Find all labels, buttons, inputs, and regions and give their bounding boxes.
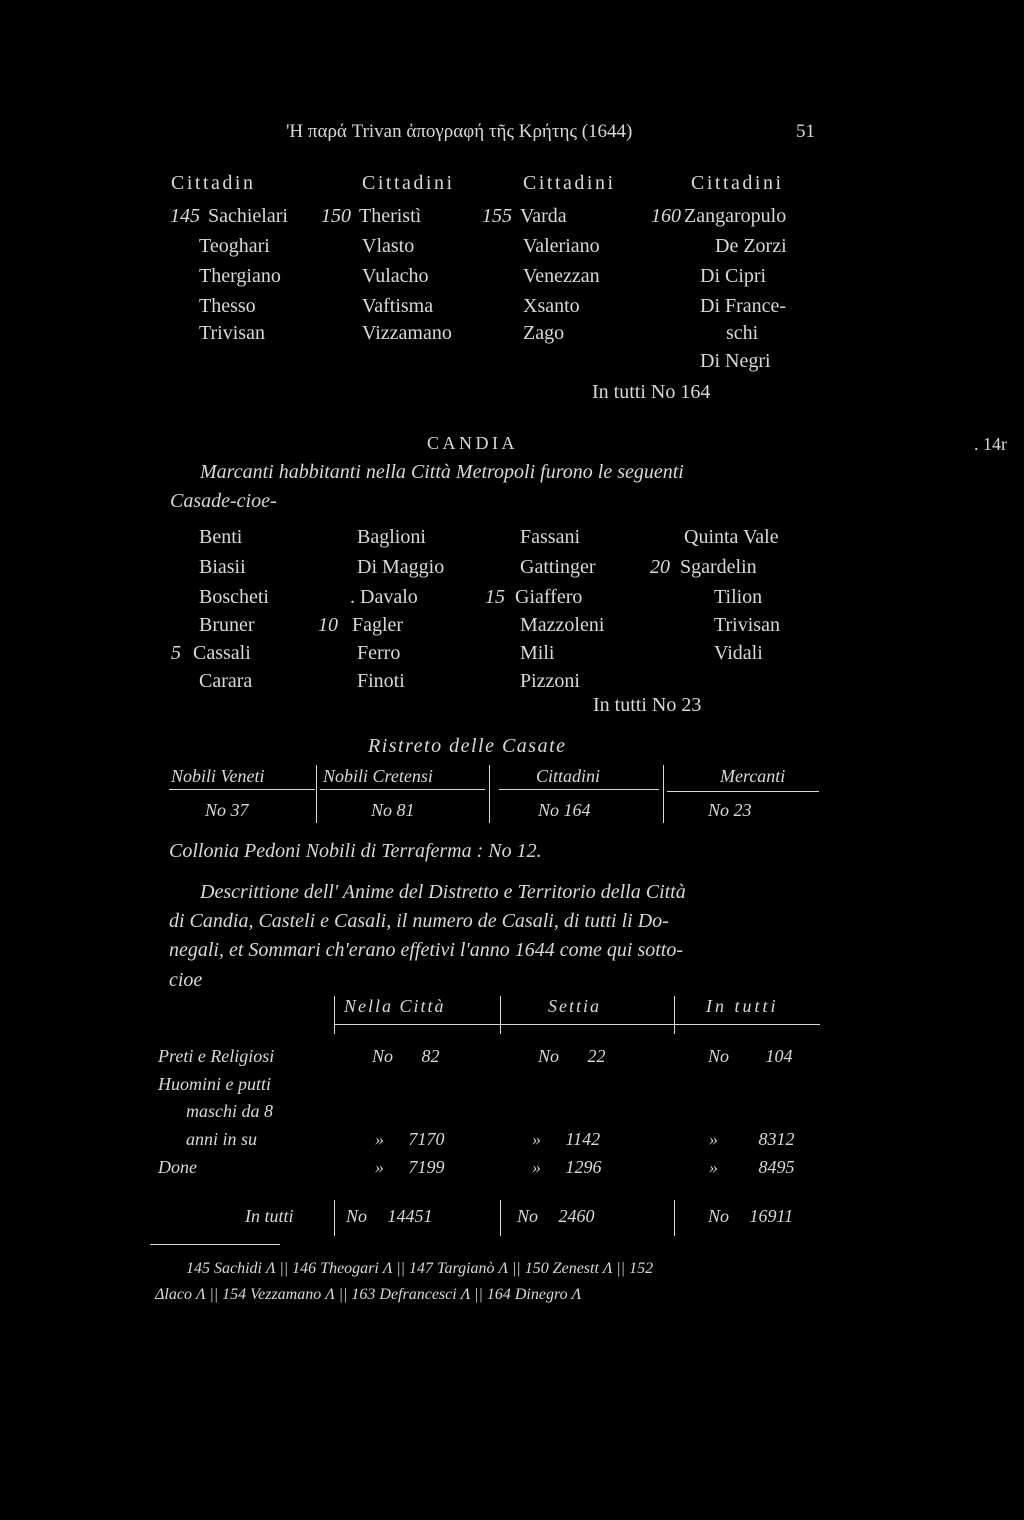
surname: Benti [199,526,243,548]
table-cell: No 82 [372,1046,440,1066]
list-item [482,205,567,228]
surname: Pizzoni [520,670,580,692]
cittadini-heading-4: Cittadini [691,172,784,194]
surname: Di France- [700,295,787,317]
surname: Vidali [714,642,763,664]
table-cell: No 16911 [708,1206,794,1226]
footnote-line: 145 Sachidi Λ || 146 Theogari Λ || 147 Targianò Λ || 150 Zenestt Λ || 152 [186,1260,654,1277]
row-label: Huomini e putti [158,1074,271,1094]
surname: Zangaropulo [684,205,787,227]
section-title: CANDIA [427,433,518,453]
surname: Boscheti [199,586,269,608]
rule [499,789,659,790]
table-cell: » 8495 [709,1157,795,1177]
column-divider [500,1200,501,1236]
table-cell: » 1142 [532,1129,601,1149]
table-cell: No 2460 [517,1206,595,1226]
surname: Ferro [357,642,401,664]
surname: Finoti [357,670,405,692]
paragraph-line: negali, et Sommari ch'erano effetivi l'anno 1644 come qui sotto- [169,939,684,961]
column-divider [500,996,501,1034]
collonia-note: Collonia Pedoni Nobili di Terraferma : No 12. [169,840,542,862]
surname: Thesso [199,295,256,317]
row-label: maschi da 8 [186,1101,273,1121]
cittadini-heading-1: Cittadin [171,172,256,194]
surname: Carara [199,670,253,692]
paragraph-line: Descrittione dell' Anime del Distretto e Territorio della Città [200,881,686,903]
ristreto-title: Ristreto delle Casate [368,735,567,757]
surname: schi [726,322,759,344]
surname: . Davalo [350,586,418,608]
surname: Varda [520,205,567,227]
surname: Sachielari [208,205,288,227]
line-number: 15 [485,586,505,608]
table-cell: » 7199 [375,1157,445,1177]
surname: Theristì [359,205,422,227]
surname: Vaftisma [362,295,434,317]
footnote-line: Δlaco Λ || 154 Vezzamano Λ || 163 Defrancesci Λ || 164 Dinegro Λ [155,1286,582,1303]
surname: Giaffero [515,586,583,608]
surname: Di Negri [700,350,771,372]
surname: Venezzan [523,265,600,287]
rule [667,791,819,792]
column-header: Mercanti [720,766,786,786]
surname: Valeriano [523,235,600,257]
surname: Teoghari [199,235,270,257]
line-number: 150 [321,205,351,227]
list-item [170,205,288,228]
surname: Cassali [193,642,251,664]
surname: Trivisan [714,614,780,636]
cittadini-heading-3: Cittadini [523,172,616,194]
column-header: Cittadini [536,766,601,786]
line-number: 155 [482,205,512,227]
column-divider [334,996,335,1034]
surname: Bruner [199,614,255,636]
cittadini-total: In tutti No 164 [592,381,711,403]
surname: Di Maggio [357,556,445,578]
line-number: 160 [651,205,681,227]
table-cell: No 22 [538,1046,606,1066]
surname: Xsanto [523,295,580,317]
list-item [321,205,421,228]
surname: De Zorzi [715,235,787,257]
paragraph-line: di Candia, Casteli e Casali, il numero de Casali, di tutti li Do- [169,910,669,932]
list-item [318,614,403,637]
column-divider [489,765,490,823]
column-header: In tutti [706,996,779,1016]
surname: Quinta Vale [684,526,779,548]
margin-note: . 14r [974,434,1007,454]
surname: Vizzamano [362,322,452,344]
list-item [650,556,757,579]
surname: Vlasto [362,235,415,257]
surname: Vulacho [362,265,429,287]
surname: Zago [523,322,565,344]
row-label: In tutti [245,1206,294,1226]
column-header: Nella Città [344,996,446,1016]
table-cell: No 14451 [346,1206,433,1226]
intro-text: Casade-cioe- [170,490,277,512]
table-cell: » 1296 [532,1157,602,1177]
running-title: 'Η παρά Trivan ἀπογραφή τῆς Κρήτης (1644) [286,121,633,142]
column-header: Nobili Veneti [171,766,265,786]
row-label: anni in su [186,1129,258,1149]
rule [334,1024,820,1025]
list-item [485,586,582,609]
surname: Baglioni [357,526,426,548]
table-cell: No 104 [708,1046,793,1066]
column-divider [674,1200,675,1236]
line-number: 5 [171,642,181,664]
line-number: 10 [318,614,338,636]
table-cell: No 164 [538,800,591,820]
table-cell: » 7170 [375,1129,445,1149]
list-item [171,642,251,665]
footnote-rule [150,1244,280,1245]
column-divider [674,996,675,1034]
surname: Di Cipri [700,265,767,287]
surname: Thergiano [199,265,281,287]
list-item [651,205,786,228]
column-divider [334,1200,335,1236]
row-label: Preti e Religiosi [158,1046,275,1066]
table-cell: No 37 [205,800,249,820]
rule [169,789,315,790]
line-number: 20 [650,556,670,578]
table-cell: No 23 [708,800,752,820]
surname: Biasii [199,556,246,578]
surname: Mazzoleni [520,614,605,636]
line-number: 145 [170,205,200,227]
column-header: Settia [548,996,601,1016]
row-label: Done [158,1157,197,1177]
surname: Sgardelin [680,556,757,578]
surname: Trivisan [199,322,265,344]
paragraph-line: cioe [169,969,203,991]
table-cell: No 81 [371,800,415,820]
surname: Fassani [520,526,580,548]
surname: Fagler [352,614,404,636]
column-divider [316,765,317,823]
candia-total: In tutti No 23 [593,694,702,716]
surname: Tilion [714,586,763,608]
page-number: 51 [796,121,815,142]
column-divider [663,765,664,823]
table-cell: » 8312 [709,1129,795,1149]
surname: Mili [520,642,555,664]
intro-text: Marcanti habbitanti nella Città Metropoli furono le seguenti [200,461,684,483]
column-header: Nobili Cretensi [323,766,433,786]
rule [320,789,485,790]
cittadini-heading-2: Cittadini [362,172,455,194]
surname: Gattinger [520,556,596,578]
